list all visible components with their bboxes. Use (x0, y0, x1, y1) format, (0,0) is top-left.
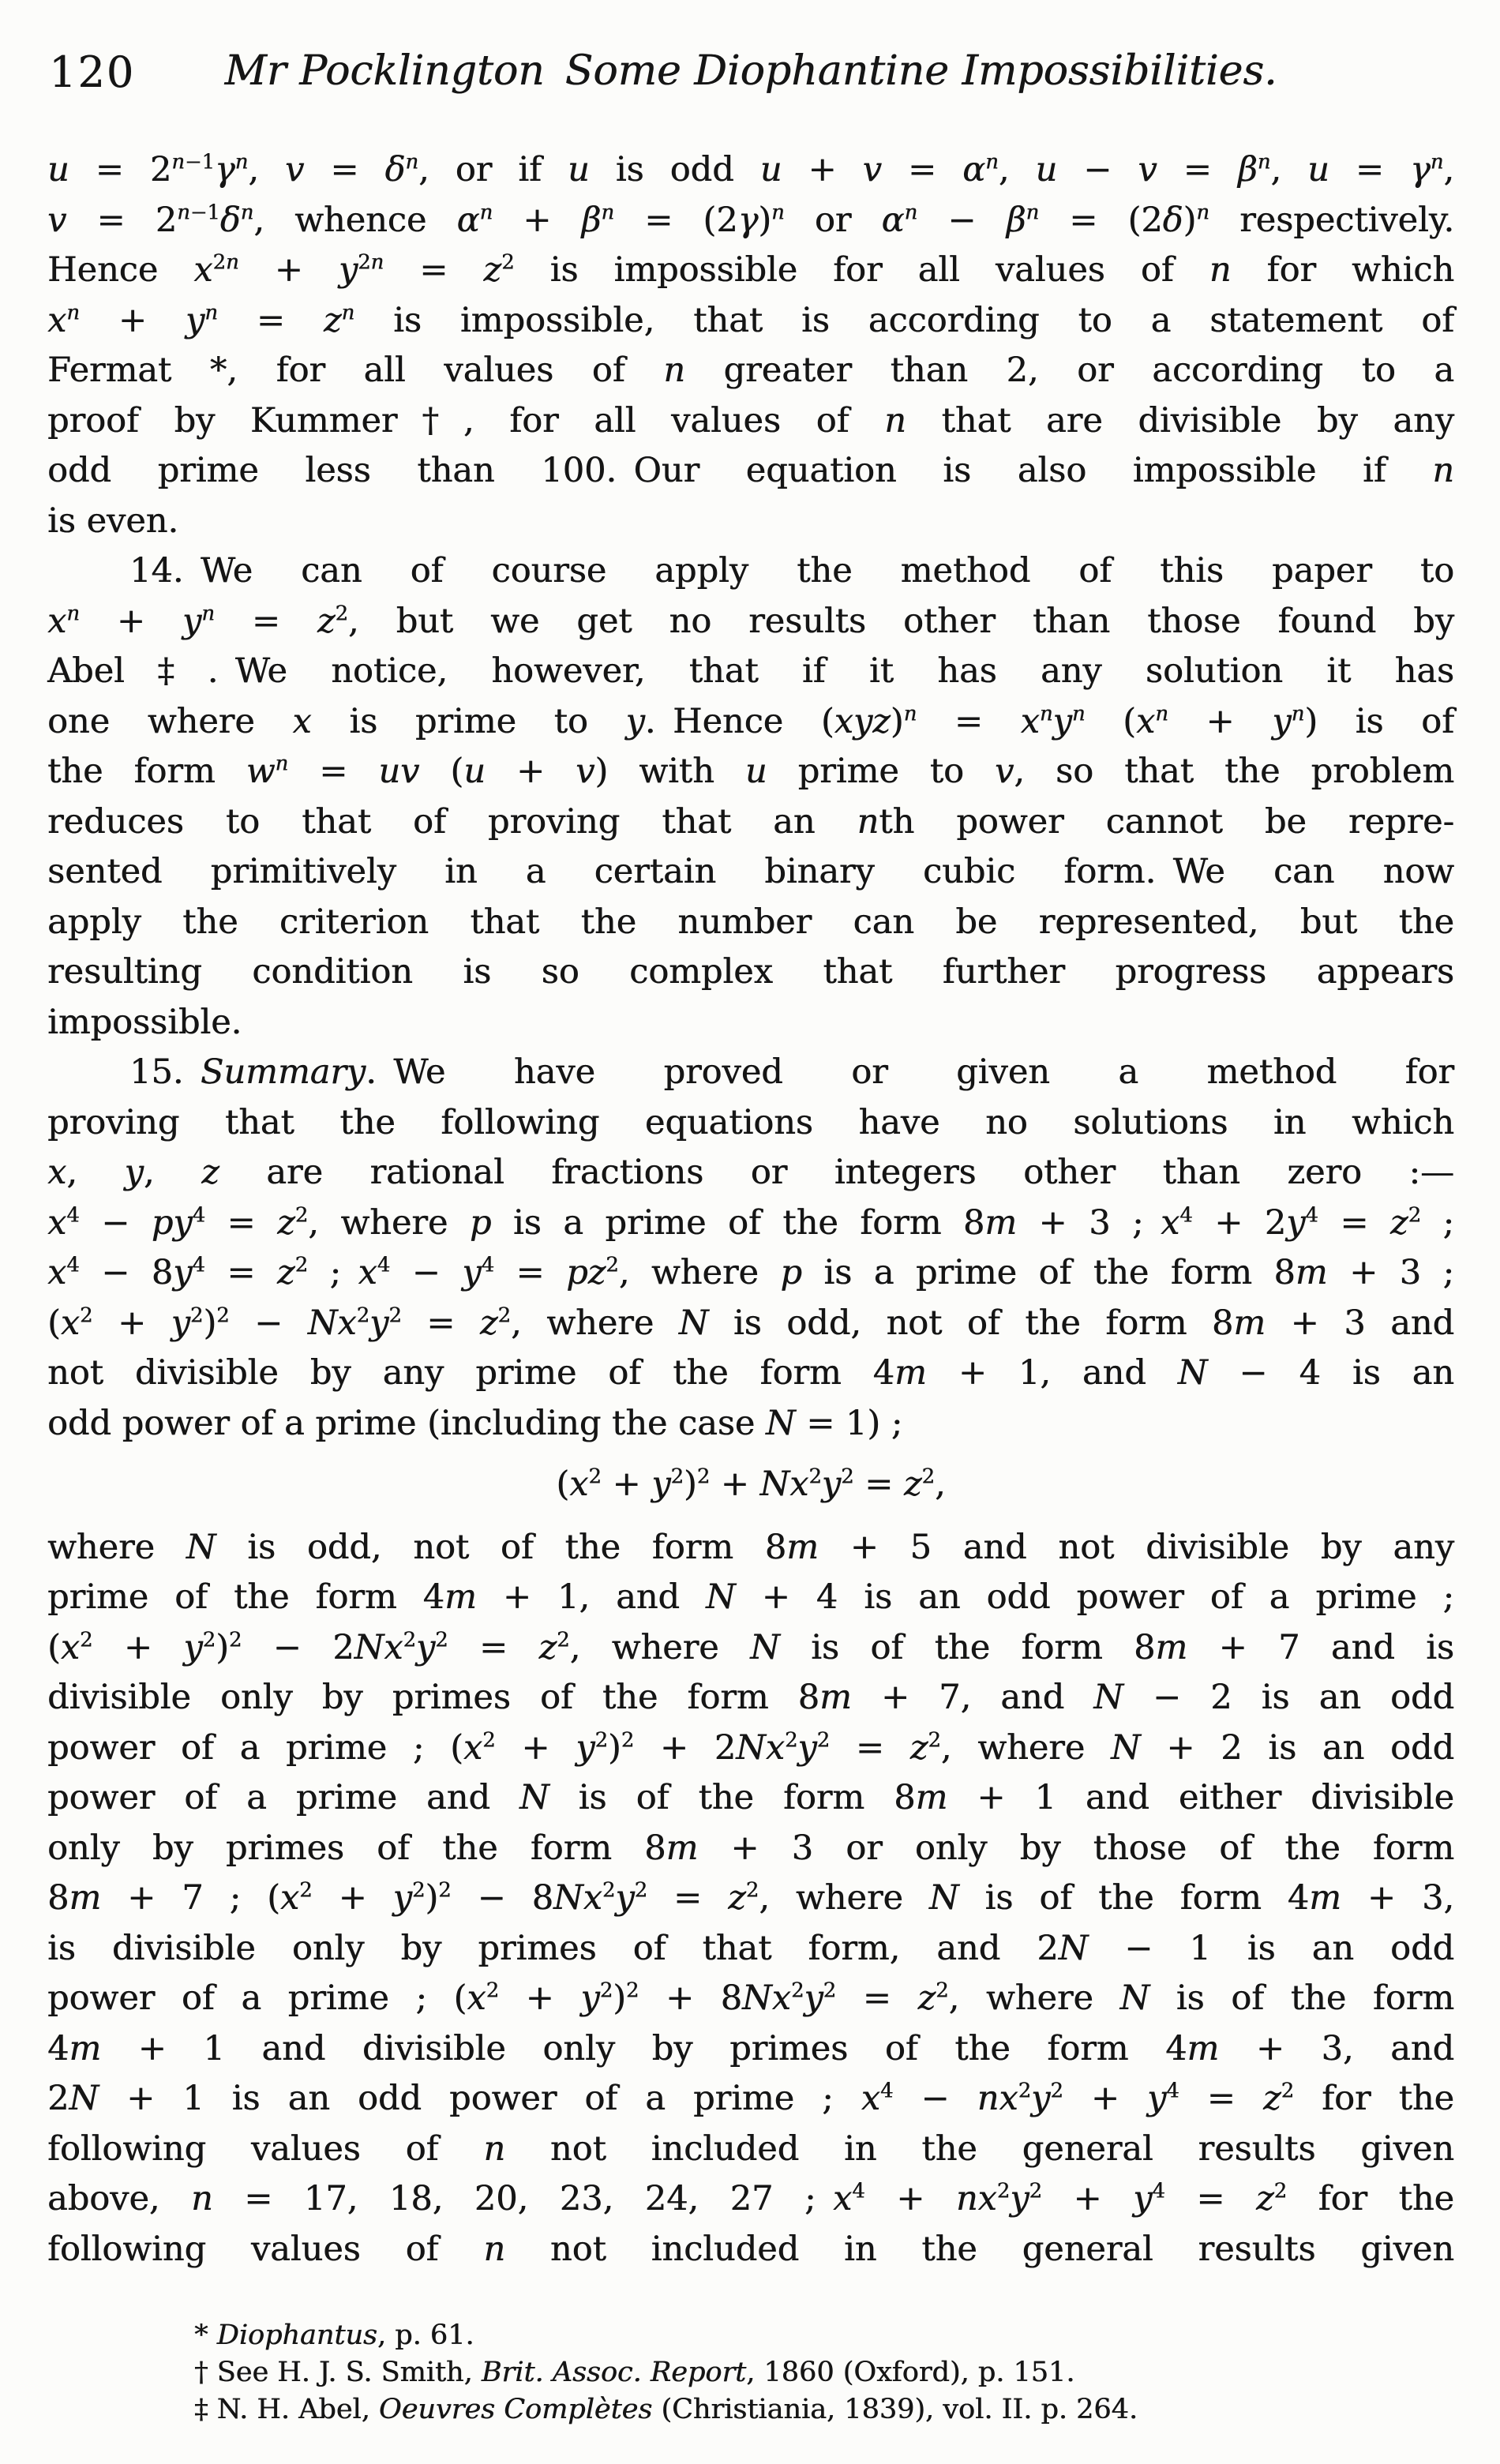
text-line: Hence $x^{2n} + y^{2n} = z^2$ is impossible for all values of n for which (47, 250, 1455, 290)
text-line: sented primitively in a certain binary cubic form. We can now (47, 852, 1454, 891)
text-line: $u = 2^{n-1}\gamma^n$, $v = \delta^n$, or if u is odd $u + v = \alpha^n$, $u - v = \beta^n$, $u = \gamma^n$, (47, 150, 1454, 189)
text-line: 15. Summary. We have proved or given a method for (129, 1052, 1454, 1092)
footnote: † See H. J. S. Smith, Brit. Assoc. Report, 1860 (Oxford), p. 151. (194, 2357, 1075, 2388)
footnote: * Diophantus, p. 61. (194, 2320, 474, 2351)
text-line: power of a prime ; $(x^2 + y^2)^2 + 2Nx^2y^2 = z^2$, where N + 2 is an odd (47, 1727, 1454, 1768)
text-line: impossible. (47, 1002, 242, 1042)
text-line: proof by Kummer†, for all values of n that are divisible by any (47, 400, 1454, 441)
running-title: Mr Pocklington Some Diophantine Impossibilities. (224, 47, 1277, 95)
text-line: is even. (47, 501, 179, 541)
page-number: 120 (49, 47, 136, 97)
text-line: $v = 2^{n-1}\delta^n$, whence $\alpha^n + \beta^n = (2\gamma)^n$ or $\alpha^n - \beta^n = (2\delta)^n$ respectively. (47, 200, 1454, 240)
footnote: ‡ N. H. Abel, Oeuvres Complètes (Christiania, 1839), vol. II. p. 264. (194, 2394, 1138, 2425)
text-line: proving that the following equations have no solutions in which (47, 1102, 1454, 1142)
footnotes (47, 2317, 1454, 2428)
text-line: one where x is prime to y. Hence $(xyz)^n = x^ny^n$ $(x^n + y^n)$ is of (47, 701, 1454, 741)
body-text (47, 145, 1454, 2275)
text-line: where N is odd, not of the form 8m + 5 and not divisible by any (47, 1527, 1455, 1567)
text-line: apply the criterion that the number can be represented, but the (47, 902, 1454, 942)
text-line: resulting condition is so complex that further progress appears (47, 952, 1454, 992)
text-line: $x^n + y^n = z^n$ is impossible, that is according to a statement of (47, 300, 1455, 340)
text-line: Fermat *, for all values of n greater than 2, or according to a (47, 351, 1454, 390)
text-line: following values of n not included in the general results given (47, 2128, 1454, 2169)
text-line: $x^n + y^n = z^2$, but we get no results other than those found by (47, 601, 1454, 641)
text-line: following values of n not included in the general results given (47, 2229, 1454, 2269)
text-line: only by primes of the form 8m + 3 or only by those of the form (47, 1828, 1454, 1868)
text-line: $x^4 - py^4 = z^2$, where p is a prime of the form 8m + 3 ; $x^4 + 2y^4 = z^2$ ; (47, 1202, 1454, 1243)
text-line: Abel‡. We notice, however, that if it has any solution it has (47, 651, 1454, 691)
paragraph (47, 1523, 1454, 2275)
text-line: 14. We can of course apply the method of this paper to (129, 551, 1454, 591)
paragraph (47, 546, 1454, 1048)
text-line: odd power of a prime (including the case N = 1) ; (47, 1403, 903, 1443)
text-line: x, y, z are rational fractions or integers other than zero :— (47, 1153, 1454, 1192)
text-line: $(x^2 + y^2)^2 - Nx^2y^2 = z^2$, where N is odd, not of the form 8m + 3 and (47, 1303, 1454, 1343)
text-line: above, n = 17, 18, 20, 23, 24, 27 ; $x^4 + nx^2y^2 + y^4 = z^2$ for the (47, 2179, 1454, 2218)
text-line: odd prime less than 100. Our equation is also impossible if n (47, 451, 1454, 490)
text-line: not divisible by any prime of the form 4m + 1, and N − 4 is an (47, 1353, 1454, 1393)
display-equation: $(x^2 + y^2)^2 + Nx^2y^2 = z^2$, (556, 1465, 946, 1504)
text-line: the form $w^n$ = uv (u + v) with u prime to v, so that the problem (47, 752, 1454, 791)
text-line: divisible only by primes of the form 8m + 7, and N − 2 is an odd (47, 1678, 1454, 1717)
text-line: power of a prime and N is of the form 8m + 1 and either divisible (47, 1778, 1454, 1817)
text-line: 2N + 1 is an odd power of a prime ; $x^4 - nx^2y^2 + y^4 = z^2$ for the (47, 2079, 1454, 2118)
text-line: 4m + 1 and divisible only by primes of the form 4m + 3, and (47, 2028, 1454, 2068)
text-line: $(x^2 + y^2)^2 - 2Nx^2y^2 = z^2$, where N is of the form 8m + 7 and is (47, 1627, 1454, 1667)
text-line: prime of the form 4m + 1, and N + 4 is an odd power of a prime ; (47, 1577, 1454, 1617)
page-header (47, 44, 1454, 114)
text-line: power of a prime ; $(x^2 + y^2)^2 + 8Nx^2y^2 = z^2$, where N is of the form (47, 1978, 1454, 2018)
paragraph (47, 1048, 1454, 1449)
paragraph (47, 145, 1454, 546)
text-line: 8m + 7 ; $(x^2 + y^2)^2 - 8Nx^2y^2 = z^2$, where N is of the form 4m + 3, (47, 1878, 1454, 1918)
text-line: $x^4 - 8y^4 = z^2$ ; $x^4 - y^4 = pz^2$, where p is a prime of the form 8m + 3 ; (47, 1253, 1454, 1292)
text-line: is divisible only by primes of that form, and 2N − 1 is an odd (47, 1928, 1454, 1968)
text-line: reduces to that of proving that an nth power cannot be repre- (47, 801, 1454, 842)
